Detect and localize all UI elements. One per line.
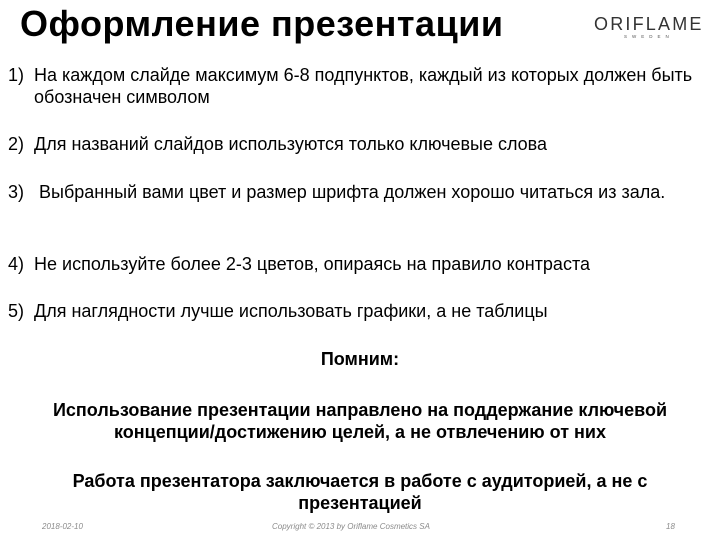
list-item-text: Для названий слайдов используются только ключевые слова	[34, 134, 548, 154]
list-item-text: Для наглядности лучше использовать графики, а не таблицы	[34, 301, 548, 321]
footer-date: 2018-02-10	[42, 522, 83, 531]
list-item-number: 5)	[8, 301, 25, 321]
logo-wordmark: ORIFLAME	[594, 14, 704, 34]
remember-line-1: Использование презентации направлено на поддержание ключевой концепции/достижению целей, а не отвлечению от них	[52, 400, 668, 442]
list-item-text: Не используйте более 2-3 цветов, опираясь на правило контраста	[34, 254, 590, 274]
remember-line-2: Работа презентатора заключается в работе с аудиторией, а не с презентацией	[72, 471, 648, 513]
list-item-number: 2)	[8, 134, 25, 154]
footer-page-number: 18	[666, 522, 675, 531]
list-item-text: На каждом слайде максимум 6-8 подпунктов, каждый из которых должен быть обозначен символом	[34, 65, 693, 107]
footer-copyright: Copyright © 2013 by Oriflame Cosmetics SA	[272, 522, 430, 531]
logo-tagline: SWEDEN	[624, 34, 674, 39]
list-item-number: 3)	[8, 182, 25, 202]
list-item-text: Выбранный вами цвет и размер шрифта должен хорошо читаться из зала.	[34, 182, 666, 202]
list-item-number: 4)	[8, 254, 25, 274]
list-item-number: 1)	[8, 65, 25, 85]
slide-title: Оформление презентации	[20, 3, 504, 44]
remember-heading: Помним:	[320, 349, 400, 369]
oriflame-logo	[594, 14, 706, 42]
